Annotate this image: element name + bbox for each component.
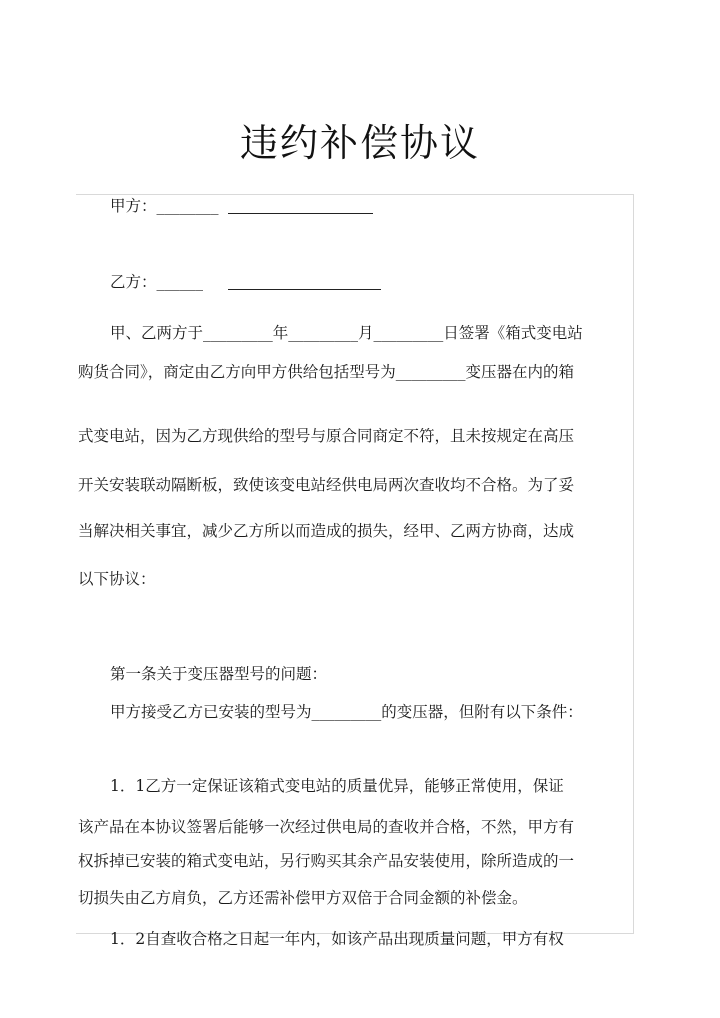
paragraph-line: 甲、乙两方于_________年_________月_________日签署《箱式变电站 bbox=[110, 324, 583, 342]
page-frame-right bbox=[633, 194, 634, 934]
clause-line: 权拆掉已安装的箱式变电站，另行购买其余产品安装使用，除所造成的一 bbox=[78, 852, 575, 870]
party-a-underline bbox=[228, 213, 373, 214]
clause-line: 切损失由乙方肩负，乙方还需补偿甲方双倍于合同金额的补偿金。 bbox=[78, 889, 528, 907]
paragraph-line: 开关安装联动隔断板，致使该变电站经供电局两次查收均不合格。为了妥 bbox=[78, 476, 575, 494]
party-b-underline bbox=[228, 289, 381, 290]
article-heading: 第一条关于变压器型号的问题： bbox=[110, 665, 328, 683]
paragraph-line: 购货合同》，商定由乙方向甲方供给包括型号为_________变压器在内的箱 bbox=[78, 363, 575, 381]
page-frame-top bbox=[76, 194, 634, 195]
party-b-line: 乙方：______ bbox=[110, 273, 204, 291]
article-intro: 甲方接受乙方已安装的型号为_________的变压器，但附有以下条件： bbox=[110, 703, 583, 721]
clause-line: 1．2自查收合格之日起一年内，如该产品出现质量问题，甲方有权 bbox=[110, 930, 564, 948]
paragraph-line: 以下协议： bbox=[78, 570, 156, 588]
clause-line: 该产品在本协议签署后能够一次经过供电局的查收并合格，不然，甲方有 bbox=[78, 818, 575, 836]
paragraph-line: 式变电站，因为乙方现供给的型号与原合同商定不符，且未按规定在高压 bbox=[78, 427, 575, 445]
paragraph-line: 当解决相关事宜，减少乙方所以而造成的损失，经甲、乙两方协商，达成 bbox=[78, 522, 575, 540]
document-title: 违约补偿协议 bbox=[239, 121, 480, 165]
party-a-line: 甲方：________ bbox=[110, 197, 219, 215]
clause-line: 1．1乙方一定保证该箱式变电站的质量优异，能够正常使用，保证 bbox=[110, 777, 564, 795]
